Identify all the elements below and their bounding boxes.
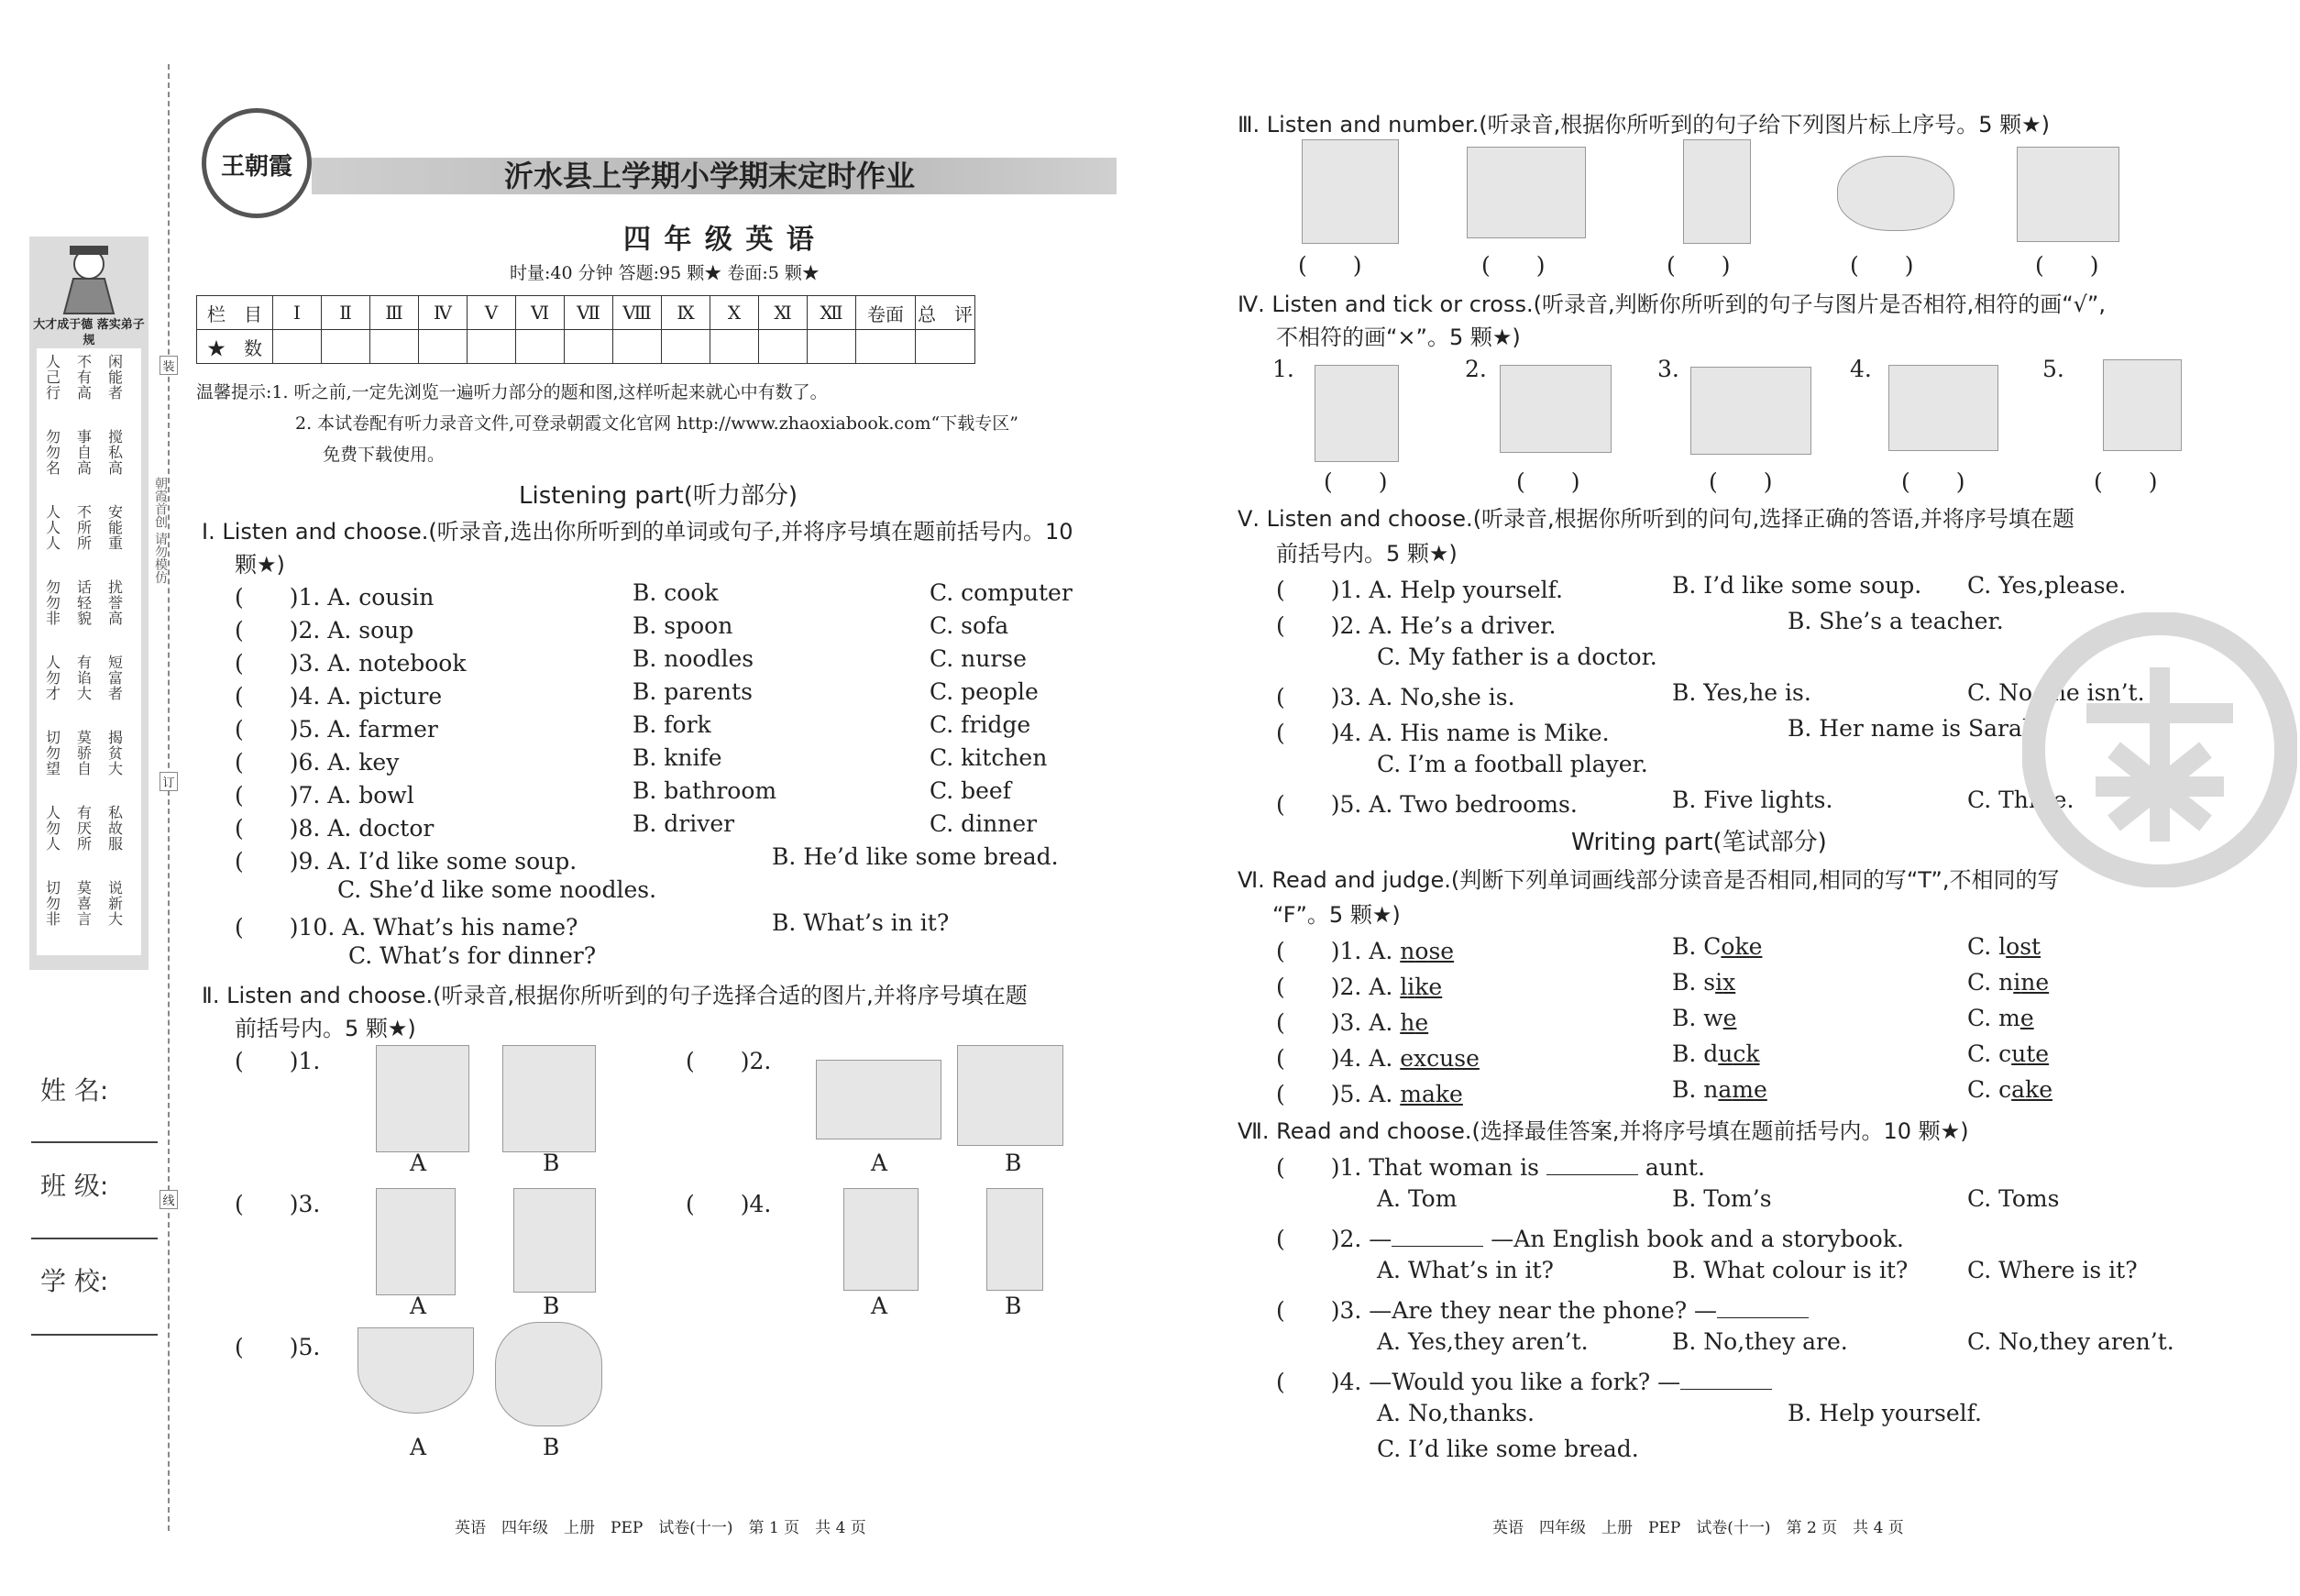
s6-num: ( )2. A.: [1276, 974, 1401, 1000]
score-header-cell: 总 评: [916, 296, 975, 330]
section5-title-2: 前括号内。5 颗★): [1276, 541, 1458, 567]
s3-answer-paren[interactable]: ( ): [1850, 252, 1914, 279]
s6-word: ke: [1435, 1081, 1463, 1107]
man-book-image: [376, 1188, 456, 1295]
s6-item-c: [1967, 1005, 2034, 1031]
score-cell[interactable]: [273, 330, 322, 364]
motto-column: 安能重: [108, 503, 124, 552]
score-header-cell: Ⅶ: [565, 296, 613, 330]
s7-q2-end: —An English book and a storybook.: [1491, 1226, 1904, 1252]
tip-line-2: 2. 本试卷配有听力录音文件,可登录朝霞文化官网 http://www.zhaoxiabook.com“下载专区”: [295, 413, 1018, 434]
s2-q3-a: A: [410, 1293, 427, 1319]
logo-text: 王朝霞: [220, 153, 292, 181]
s6-item-c: [1967, 1040, 2049, 1067]
s1-item-a: ( )2. A. soup: [235, 617, 414, 644]
cut-line: [168, 64, 170, 1531]
s1-item-a: ( )6. A. key: [235, 749, 400, 776]
score-header-cell: 卷面: [856, 296, 916, 330]
s7-q4-a: A. No,thanks.: [1377, 1400, 1535, 1426]
s6-item-c: [1967, 1076, 2052, 1103]
motto-top: 大才成于德 落实弟子规: [33, 318, 145, 347]
kitchen-image: [1467, 147, 1586, 238]
s4-answer-paren[interactable]: ( ): [1709, 468, 1773, 495]
name-label: 姓 名:: [40, 1075, 109, 1106]
santa-image: [843, 1188, 919, 1291]
s1-q9-b: B. He’d like some bread.: [772, 843, 1059, 870]
s7-q1: [1276, 1150, 1705, 1183]
motto-column: 人人人: [46, 503, 61, 552]
score-header-cell: Ⅵ: [516, 296, 565, 330]
s6-word: B. w: [1672, 1005, 1723, 1031]
s6-item-a: [1276, 1040, 1480, 1073]
s7-q1-a: A. Tom: [1377, 1185, 1458, 1212]
s6-word: C. m: [1967, 1005, 2020, 1031]
binding-mark-2: 订: [160, 772, 178, 791]
s6-item-a: [1276, 1076, 1463, 1109]
s1-item-c: C. computer: [930, 579, 1073, 606]
name-line[interactable]: [31, 1141, 158, 1143]
score-header-cell: Ⅹ: [710, 296, 759, 330]
motto-column: 莫骄自: [77, 729, 93, 777]
footer-right: 英语 四年级 上册 PEP 试卷(十一) 第 2 页 共 4 页: [1492, 1519, 1904, 1537]
s6-item-c: [1967, 969, 2049, 996]
s1-item-c: C. dinner: [930, 810, 1038, 837]
s5-q1-c: C. Yes,please.: [1967, 572, 2127, 599]
s7-q2-blank[interactable]: [1392, 1227, 1483, 1247]
s7-q3: [1276, 1293, 1809, 1326]
section2-title-2: 前括号内。5 颗★): [235, 1016, 416, 1041]
s1-item-b: B. cook: [633, 579, 719, 606]
score-header-cell: Ⅺ: [759, 296, 808, 330]
score-cell[interactable]: [565, 330, 613, 364]
s2-q2-b: B: [1005, 1150, 1022, 1176]
s7-q1-c: C. Toms: [1967, 1185, 2060, 1212]
s6-underlined: o: [2006, 933, 2020, 960]
motto-column: 闲能者: [108, 353, 124, 402]
score-header-cell: Ⅻ: [808, 296, 856, 330]
s6-word: B. C: [1672, 933, 1722, 960]
score-cell[interactable]: [468, 330, 516, 364]
score-cell[interactable]: [613, 330, 662, 364]
score-table: [196, 295, 975, 364]
motto-strip: [29, 237, 149, 970]
s6-word: ke: [2025, 1076, 2052, 1103]
motto-column: 人己行: [46, 353, 61, 402]
s6-num: ( )4. A.: [1276, 1045, 1401, 1072]
s5-q2-c: C. My father is a doctor.: [1377, 644, 1657, 670]
s1-item-c: C. fridge: [930, 711, 1031, 738]
s7-q3-b: B. No,they are.: [1672, 1328, 1848, 1355]
motto-column: 搅私高: [108, 428, 124, 477]
score-header-cell: 栏 目: [197, 296, 273, 330]
s6-num: ( )5. A.: [1276, 1081, 1401, 1107]
s3-answer-paren[interactable]: ( ): [2035, 252, 2099, 279]
motto-column: 说新大: [108, 879, 124, 928]
tip-line-3: 免费下载使用。: [323, 445, 446, 465]
section2-title: Ⅱ. Listen and choose.(听录音,根据你所听到的句子选择合适的图片,并将序号填在题: [202, 983, 1028, 1008]
s6-item-b: [1672, 969, 1735, 996]
s4-answer-paren[interactable]: ( ): [1901, 468, 1965, 495]
writing-title: Writing part(笔试部分): [1571, 829, 1827, 856]
s2-q4-b: B: [1005, 1293, 1022, 1319]
score-stars-row: [197, 330, 975, 364]
s7-q1-blank[interactable]: [1546, 1156, 1638, 1175]
s6-word: x: [1722, 969, 1736, 996]
s1-item-c: C. kitchen: [930, 744, 1048, 771]
s6-item-b: [1672, 933, 1762, 960]
motto-column: 切勿非: [46, 879, 61, 928]
books-image: [2017, 147, 2119, 242]
s7-q3-c: C. No,they aren’t.: [1967, 1328, 2174, 1355]
s5-q3-b: B. Yes,he is.: [1672, 679, 1811, 706]
motto-column: 扰誉高: [108, 578, 124, 627]
subject-title: 四 年 级 英 语: [623, 224, 816, 256]
s1-item-b: B. noodles: [633, 645, 754, 672]
score-cell[interactable]: [916, 330, 975, 364]
section1-title: Ⅰ. Listen and choose.(听录音,选出你所听到的单词或句子,并将序号填在题前括号内。10: [202, 519, 1073, 545]
s4-answer-paren[interactable]: ( ): [1516, 468, 1580, 495]
family-image: [1302, 139, 1399, 244]
motto-column: 莫喜言: [77, 879, 93, 928]
s1-item-c: C. nurse: [930, 645, 1027, 672]
boy-light-image: [1315, 365, 1399, 462]
motto-column: 人勿人: [46, 804, 61, 853]
s6-word: st: [2019, 933, 2041, 960]
s6-word: n: [1400, 938, 1415, 964]
s6-num: ( )1. A.: [1276, 938, 1401, 964]
s6-word: ne: [2020, 969, 2050, 996]
motto-column: 短富者: [108, 654, 124, 702]
s3-answer-paren[interactable]: ( ): [1298, 252, 1362, 279]
s6-underlined: u: [1439, 1045, 1455, 1072]
s2-q5-b: B: [543, 1434, 560, 1460]
doctor-image: [513, 1188, 596, 1293]
score-cell[interactable]: [370, 330, 419, 364]
score-cell[interactable]: [710, 330, 759, 364]
listening-title: Listening part(听力部分): [519, 482, 798, 510]
motto-column: 有厌所: [77, 804, 93, 853]
motto-column: 人勿才: [46, 654, 61, 702]
s2-q4-a: A: [871, 1293, 888, 1319]
score-cell[interactable]: [808, 330, 856, 364]
s2-q2: ( )2.: [686, 1048, 772, 1074]
s7-q2-b: B. What colour is it?: [1672, 1257, 1909, 1283]
section7-title: Ⅶ. Read and choose.(选择最佳答案,并将序号填在题前括号内。10 颗★): [1238, 1118, 1969, 1144]
score-header-cell: Ⅰ: [273, 296, 322, 330]
flowers-image: [1500, 365, 1612, 453]
s4-number: 3.: [1657, 356, 1679, 382]
s6-item-a: [1276, 1005, 1428, 1038]
s7-q3-a: A. Yes,they aren’t.: [1377, 1328, 1589, 1355]
s4-number: 5.: [2042, 356, 2064, 382]
s5-q2-a: ( )2. A. He’s a driver.: [1276, 612, 1557, 639]
section6-title-2: “F”。5 颗★): [1272, 902, 1401, 928]
s6-word: ck: [1733, 1040, 1760, 1067]
family-photo-image: [2103, 359, 2182, 451]
banner-title: 沂水县上学期小学期末定时作业: [504, 159, 916, 193]
exam-meta: 时量:40 分钟 答题:95 颗★ 卷面:5 颗★: [510, 263, 820, 283]
s5-q5-b: B. Five lights.: [1672, 787, 1833, 813]
score-stars-label: ★ 数: [197, 330, 273, 364]
s6-item-a: [1276, 969, 1442, 1002]
s7-q1-end: aunt.: [1645, 1154, 1705, 1181]
s4-answer-paren[interactable]: ( ): [1324, 468, 1388, 495]
scholar-figure-icon: [57, 244, 121, 315]
s6-word: se: [1428, 938, 1455, 964]
s6-num: ( )3. A.: [1276, 1009, 1401, 1036]
class-line[interactable]: [31, 1238, 158, 1239]
s5-q5-c: C. Three.: [1967, 787, 2074, 813]
s1-q10-c: C. What’s for dinner?: [348, 942, 597, 969]
s6-underlined: u: [1718, 1040, 1733, 1067]
s1-item-c: C. sofa: [930, 612, 1009, 639]
s5-q4-c: C. I’m a football player.: [1377, 751, 1648, 777]
school-line[interactable]: [31, 1334, 158, 1336]
s6-word: te: [2026, 1040, 2050, 1067]
s6-word: m: [1400, 1081, 1422, 1107]
s6-item-a: [1276, 933, 1454, 966]
s7-q2-c: C. Where is it?: [1967, 1257, 2138, 1283]
s1-item-a: ( )3. A. notebook: [235, 650, 467, 677]
s6-underlined: o: [1721, 933, 1735, 960]
s5-q2-b: B. She’s a teacher.: [1788, 608, 2004, 634]
s6-item-b: [1672, 1040, 1760, 1067]
s7-q1-b: B. Tom’s: [1672, 1185, 1772, 1212]
football-player-image: [1888, 365, 1998, 451]
section6-title: Ⅵ. Read and judge.(判断下列单词画线部分读音是否相同,相同的写“T”,不相同的写: [1238, 867, 2060, 893]
s5-q1-a: ( )1. A. Help yourself.: [1276, 577, 1563, 603]
motto-column: 勿勿名: [46, 428, 61, 477]
s7-q2-a: A. What’s in it?: [1377, 1257, 1554, 1283]
s1-item-b: B. driver: [633, 810, 735, 837]
s6-item-b: [1672, 1076, 1767, 1103]
s6-word: C. l: [1967, 933, 2007, 960]
s6-word: l: [1400, 974, 1408, 1000]
s6-word: me: [1732, 1076, 1767, 1103]
s6-word: ke: [1734, 933, 1763, 960]
s6-word: se: [1454, 1045, 1480, 1072]
motto-column: 不所所: [77, 503, 93, 552]
boy-reading-image: [376, 1045, 469, 1152]
s5-q1-b: B. I’d like some soup.: [1672, 572, 1922, 599]
score-header-cell: Ⅴ: [468, 296, 516, 330]
girl-table-image: [816, 1060, 941, 1139]
binding-mark-1: 装: [160, 356, 178, 375]
s6-underlined: a: [1421, 1081, 1436, 1107]
section4-title: Ⅳ. Listen and tick or cross.(听录音,判断你所听到的句子与图片是否相符,相符的画“√”,: [1238, 292, 2106, 317]
boy-washing-image: [502, 1045, 596, 1152]
s5-q5-a: ( )5. A. Two bedrooms.: [1276, 791, 1578, 818]
s7-q2-stem: ( )2. —: [1276, 1226, 1392, 1252]
s2-q1-a: A: [410, 1150, 427, 1176]
s6-item-c: [1967, 933, 2041, 960]
s4-number: 4.: [1850, 356, 1872, 382]
s6-underlined: i: [1715, 969, 1723, 996]
score-cell[interactable]: [516, 330, 565, 364]
motto-column: 不有高: [77, 353, 93, 402]
s2-q4: ( )4.: [686, 1191, 772, 1217]
s6-word: h: [1400, 1009, 1415, 1036]
score-header-cell: Ⅸ: [662, 296, 710, 330]
score-cell[interactable]: [662, 330, 710, 364]
boy-standing-image: [1683, 139, 1751, 244]
boy-sofa-image: [1690, 367, 1811, 455]
s7-q3-blank[interactable]: [1717, 1299, 1809, 1318]
s7-q4-c: C. I’d like some bread.: [1377, 1436, 1639, 1462]
s1-item-a: ( )8. A. doctor: [235, 815, 435, 842]
section5-title: Ⅴ. Listen and choose.(听录音,根据你所听到的问句,选择正确的答语,并将序号填在题: [1238, 506, 2074, 532]
score-header-cell: Ⅱ: [322, 296, 370, 330]
s1-q10-b: B. What’s in it?: [772, 909, 950, 936]
s7-q2: [1276, 1221, 1904, 1254]
s7-q4-blank[interactable]: [1680, 1370, 1772, 1390]
motto-column: 话轻貌: [77, 578, 93, 627]
s2-q3: ( )3.: [235, 1191, 321, 1217]
s1-item-c: C. people: [930, 678, 1039, 705]
s2-q1: ( )1.: [235, 1048, 321, 1074]
s1-item-a: ( )7. A. bowl: [235, 782, 414, 809]
s7-q1-stem: ( )1. That woman is: [1276, 1154, 1539, 1181]
s1-item-c: C. beef: [930, 777, 1011, 804]
s6-underlined: i: [2013, 969, 2021, 996]
s5-q3-a: ( )3. A. No,she is.: [1276, 684, 1515, 710]
score-cell[interactable]: [759, 330, 808, 364]
s4-number: 2.: [1465, 356, 1487, 382]
s6-word: C. c: [1967, 1076, 2012, 1103]
s2-q3-b: B: [543, 1293, 560, 1319]
s1-item-b: B. knife: [633, 744, 722, 771]
s1-item-a: ( )4. A. picture: [235, 683, 443, 710]
s4-number: 1.: [1272, 356, 1294, 382]
s1-item-b: B. bathroom: [633, 777, 777, 804]
girl-cooking-image: [957, 1045, 1063, 1146]
score-header-row: [197, 296, 975, 330]
score-cell[interactable]: [856, 330, 916, 364]
s3-answer-paren[interactable]: ( ): [1481, 252, 1546, 279]
girl-dress-image: [986, 1188, 1043, 1291]
tip-line-1: 温馨提示:1. 听之前,一定先浏览一遍听力部分的题和图,这样听起来就心中有数了。: [196, 382, 828, 402]
s6-underlined: a: [1718, 1076, 1733, 1103]
motto-column: 揭贫大: [108, 729, 124, 777]
score-cell[interactable]: [419, 330, 468, 364]
s1-q9-c: C. She’d like some noodles.: [337, 876, 657, 903]
s1-item-a: ( )5. A. farmer: [235, 716, 438, 743]
s6-underlined: a: [2011, 1076, 2026, 1103]
bread-image: [1837, 156, 1954, 231]
s1-item-b: B. spoon: [633, 612, 733, 639]
s6-word: B. s: [1672, 969, 1716, 996]
watermark-seal-icon: [2022, 612, 2297, 887]
score-header-cell: Ⅳ: [419, 296, 468, 330]
motto-column: 勿勿非: [46, 578, 61, 627]
motto-column: 切勿望: [46, 729, 61, 777]
class-label: 班 级:: [40, 1171, 109, 1201]
score-cell[interactable]: [322, 330, 370, 364]
vertical-note: 朝霞首创 请勿模仿: [153, 477, 168, 584]
motto-column: 事自高: [77, 428, 93, 477]
s7-q4: [1276, 1364, 1772, 1397]
section1-title-2: 颗★): [235, 552, 285, 578]
section3-title: Ⅲ. Listen and number.(听录音,根据你所听到的句子给下列图片标上序号。5 颗★): [1238, 112, 2051, 138]
s1-q9-a: ( )9. A. I’d like some soup.: [235, 848, 578, 875]
s6-word: exc: [1400, 1045, 1440, 1072]
s1-item-b: B. fork: [633, 711, 711, 738]
motto-column: 有谄大: [77, 654, 93, 702]
binding-mark-3: 线: [160, 1190, 178, 1209]
s4-answer-paren[interactable]: ( ): [2094, 468, 2158, 495]
motto-grid: [37, 348, 141, 955]
s7-q3-stem: ( )3. —Are they near the phone? —: [1276, 1297, 1718, 1324]
motto-column: 私故服: [108, 804, 124, 853]
s1-item-b: B. parents: [633, 678, 753, 705]
s6-word: ke: [1414, 974, 1443, 1000]
s1-q10-a: ( )10. A. What’s his name?: [235, 914, 578, 941]
brand-logo: [202, 108, 312, 218]
s2-q5-a: A: [410, 1434, 427, 1460]
s1-item-a: ( )1. A. cousin: [235, 584, 435, 611]
s6-underlined: e: [1414, 1009, 1429, 1036]
noodles-bowl-image: [358, 1327, 474, 1414]
s6-underlined: e: [1722, 1005, 1737, 1031]
s6-item-b: [1672, 1005, 1736, 1031]
score-header-cell: Ⅷ: [613, 296, 662, 330]
s3-answer-paren[interactable]: ( ): [1667, 252, 1731, 279]
s6-word: B. n: [1672, 1076, 1719, 1103]
s6-underlined: o: [1414, 938, 1429, 964]
s7-q4-stem: ( )4. —Would you like a fork? —: [1276, 1369, 1681, 1395]
fruit-image: [495, 1322, 602, 1426]
s6-underlined: u: [2011, 1040, 2027, 1067]
s6-word: B. d: [1672, 1040, 1719, 1067]
s6-word: C. c: [1967, 1040, 2012, 1067]
school-label: 学 校:: [40, 1266, 109, 1296]
s5-q4-b: B. Her name is Sarah.: [1788, 715, 2044, 742]
section4-title-2: 不相符的画“×”。5 颗★): [1276, 325, 1521, 350]
s2-q1-b: B: [543, 1150, 560, 1176]
s6-word: C. n: [1967, 969, 2014, 996]
s2-q5: ( )5.: [235, 1334, 321, 1360]
s5-q3-c: C. No,she isn’t.: [1967, 679, 2145, 706]
score-header-cell: Ⅲ: [370, 296, 419, 330]
s5-q4-a: ( )4. A. His name is Mike.: [1276, 720, 1610, 746]
s7-q4-b: B. Help yourself.: [1788, 1400, 1982, 1426]
footer-left: 英语 四年级 上册 PEP 试卷(十一) 第 1 页 共 4 页: [455, 1519, 866, 1537]
s6-underlined: e: [2019, 1005, 2034, 1031]
s2-q2-a: A: [871, 1150, 888, 1176]
s6-underlined: i: [1407, 974, 1415, 1000]
